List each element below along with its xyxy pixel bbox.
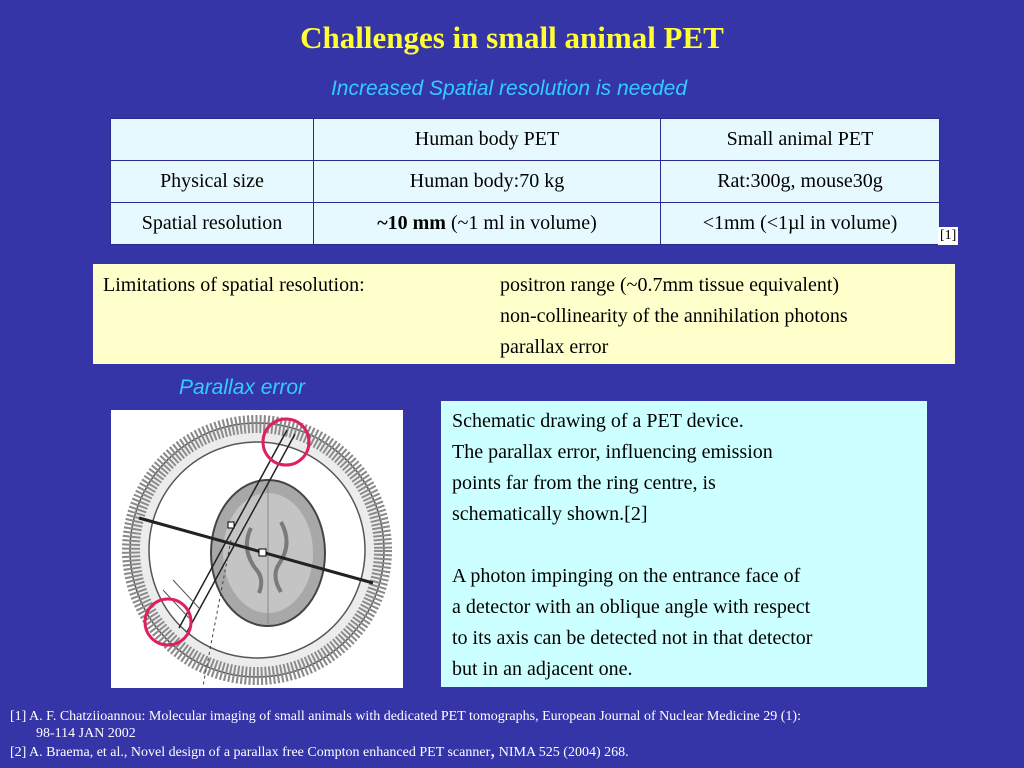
table-row-label: Spatial resolution	[111, 203, 314, 245]
emission-point	[228, 522, 234, 528]
table-header-cell: Small animal PET	[661, 119, 940, 161]
description-box	[441, 401, 927, 687]
table-cell	[314, 203, 661, 245]
slide-subtitle: Increased Spatial resolution is needed	[330, 77, 688, 100]
reference-2	[10, 739, 1010, 761]
description-line: Schematic drawing of a PET device.	[452, 410, 744, 432]
references	[10, 708, 1010, 761]
limitation-item: parallax error	[500, 336, 609, 358]
table-row	[111, 161, 940, 203]
reference-2-text: [2] A. Braema, et al., Novel design of a parallax free Compton enhanced PET scanner	[10, 745, 491, 760]
description-line: A photon impinging on the entrance face of	[452, 565, 801, 587]
pet-schematic-figure	[111, 410, 403, 688]
reference-2-comma: ,	[490, 739, 496, 761]
table-cell-rest: (~1 ml in volume)	[445, 212, 597, 234]
description-line: a detector with an oblique angle with respect	[452, 596, 811, 618]
table-header-cell: Human body PET	[314, 119, 661, 161]
table-cell: <1mm (<1µl in volume)	[661, 203, 940, 245]
description-line: The parallax error, influencing emission	[452, 441, 773, 463]
reference-2-source: NIMA 525 (2004) 268.	[495, 745, 629, 760]
slide-title: Challenges in small animal PET	[300, 20, 724, 55]
reference-1-line-2: 98-114 JAN 2002	[36, 726, 136, 741]
table-header-cell	[111, 119, 314, 161]
table-row	[111, 203, 940, 245]
table-header-row	[111, 119, 940, 161]
table-reference: [1]	[940, 228, 957, 243]
emission-point	[259, 549, 266, 556]
parallax-heading: Parallax error	[179, 376, 306, 399]
description-line: to its axis can be detected not in that detector	[452, 627, 813, 649]
limitations-label: Limitations of spatial resolution:	[103, 274, 365, 296]
limitation-item: non-collinearity of the annihilation photons	[500, 305, 848, 327]
description-line: points far from the ring centre, is	[452, 472, 716, 494]
limitations-box	[93, 264, 955, 364]
table-cell-bold: ~10 mm	[377, 212, 446, 234]
table-cell: Rat:300g, mouse30g	[661, 161, 940, 203]
table-row-label: Physical size	[111, 161, 314, 203]
description-line: but in an adjacent one.	[452, 658, 633, 680]
description-line: schematically shown.[2]	[452, 503, 648, 525]
comparison-table	[110, 118, 940, 245]
reference-1-line-1: [1] A. F. Chatziioannou: Molecular imaging of small animals with dedicated PET tomographs, European Journal of Nuclear Medicine 29 (1):	[10, 709, 801, 724]
limitation-item: positron range (~0.7mm tissue equivalent)	[500, 274, 840, 296]
pet-ring-diagram	[111, 410, 403, 688]
table-cell: Human body:70 kg	[314, 161, 661, 203]
